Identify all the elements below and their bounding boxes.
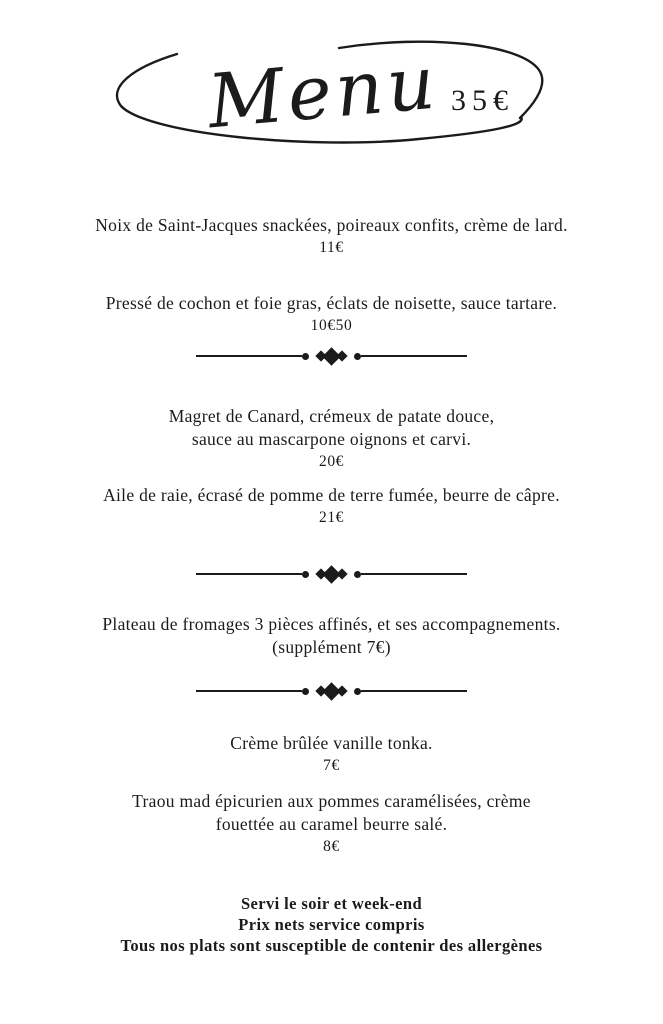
divider-dot-icon [354,353,361,360]
divider-rule-right [361,573,467,575]
menu-item-creme-brulee [0,732,663,777]
menu-footer [0,893,663,956]
item-price: 8€ [323,838,340,855]
menu-header [0,0,663,176]
divider-dot-icon [302,353,309,360]
item-price: 10€50 [310,317,353,334]
item-price: 11€ [319,239,344,256]
item-price: 7€ [323,757,340,774]
item-description: Traou mad épicurien aux pommes caramélisées, crème [132,791,531,811]
menu-item-traou-mad [0,790,663,858]
menu-item-aile-de-raie [0,484,663,529]
item-price: 21€ [318,509,345,526]
item-supplement: (supplément 7€) [272,637,391,657]
divider-dot-icon [302,571,309,578]
menu-title-graphic [97,26,567,176]
item-description: sauce au mascarpone oignons et carvi. [191,429,472,449]
divider-diamond-icon [336,568,347,579]
section-cheese [0,613,663,659]
item-description: Magret de Canard, crémeux de patate douce, [168,406,495,426]
footer-service-note: Servi le soir et week-end [240,894,423,913]
item-description: Pressé de cochon et foie gras, éclats de noisette, sauce tartare. [105,293,558,313]
item-description: fouettée au caramel beurre salé. [215,814,448,834]
ornament-divider [0,567,663,581]
footer-price-note: Prix nets service compris [238,915,425,934]
divider-dot-icon [354,688,361,695]
item-price: 20€ [318,453,345,470]
divider-rule-left [196,573,302,575]
item-description: Plateau de fromages 3 pièces affinés, et ses accompagnements. [102,614,561,634]
section-starters [0,214,663,337]
ornament-divider [0,684,663,698]
section-desserts [0,732,663,858]
menu-item-magret-de-canard [0,405,663,473]
menu-script-title: Menu [204,39,442,146]
divider-dot-icon [302,688,309,695]
menu-item-plateau-de-fromages [0,613,663,659]
divider-diamond-icon [336,350,347,361]
divider-rule-right [361,690,467,692]
divider-diamond-icon [336,685,347,696]
divider-rule-left [196,355,302,357]
item-description: Aile de raie, écrasé de pomme de terre fumée, beurre de câpre. [103,485,560,505]
menu-item-presse-de-cochon [0,292,663,337]
menu-item-saint-jacques [0,214,663,259]
item-description: Crème brûlée vanille tonka. [230,733,433,753]
divider-rule-right [361,355,467,357]
ornament-divider [0,349,663,363]
divider-dot-icon [354,571,361,578]
divider-rule-left [196,690,302,692]
menu-price: 35€ [450,84,514,117]
section-mains [0,405,663,529]
footer-allergen-note: Tous nos plats sont susceptible de contenir des allergènes [120,936,543,955]
item-description: Noix de Saint-Jacques snackées, poireaux confits, crème de lard. [95,215,568,235]
